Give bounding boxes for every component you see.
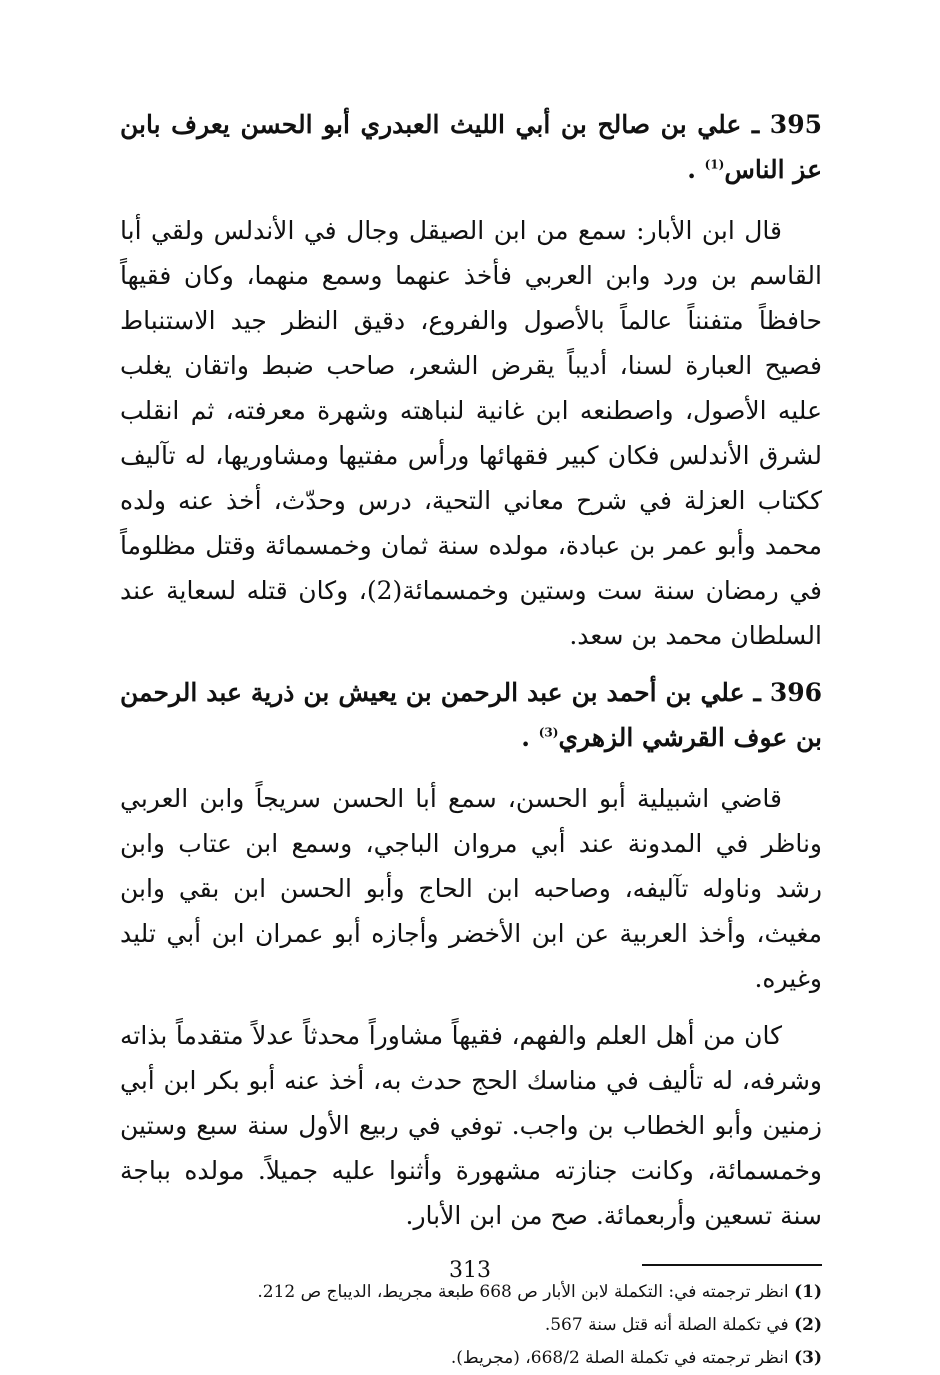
page-number: 313 — [449, 1258, 491, 1283]
footnote-number: (1) — [794, 1282, 822, 1302]
footnotes — [120, 1276, 822, 1375]
footnote-ref: (1) — [704, 157, 725, 172]
footnote-text: انظر ترجمته في: التكملة لابن الأبار ص 668 طبعة مجريط، الديباج ص 212. — [257, 1282, 789, 1302]
footnote — [120, 1309, 822, 1342]
paragraph: قاضي اشبيلية أبو الحسن، سمع أبا الحسن سريجاً وابن العربي وناظر في المدونة عند أبي مروان الباجي، وسمع ابن عتاب وابن رشد وناوله تآليفه، وصاحبه ابن الحاج وأبو الحسن ابن بقي وابن مغيث، وأخذ العربية عن ابن الأخضر وأجازه أبو عمران ابن أبي تليد وغيره. — [120, 784, 822, 993]
footnote — [120, 1342, 822, 1375]
entry-separator: ـ — [744, 678, 761, 707]
entry-number: 396 — [769, 678, 822, 707]
entry-title-text: علي بن صالح بن أبي الليث العبدري أبو الحسن يعرف بابن عز الناس — [120, 110, 822, 184]
entry-title — [120, 102, 822, 192]
footnote-text: انظر ترجمته في تكملة الصلة 668/2، (مجريط). — [450, 1348, 789, 1368]
footnote-ref: (3) — [538, 725, 559, 740]
paragraph: كان من أهل العلم والفهم، فقيهاً مشاوراً محدثاً عدلاً متقدماً بذاته وشرفه، له تأليف في مناسك الحج حدث به، أخذ عنه أبو بكر ابن أبي زمنين وأبو الخطاب بن واجب. توفي في ربيع الأول سنة سبع وستين وخمسمائة، وكانت جنازته مشهورة وأثنوا عليه جميلاً. مولده بباجة سنة تسعين وأربعمائة. صح من ابن الأبار. — [120, 1021, 822, 1230]
entry-title-end: . — [521, 723, 539, 752]
paragraph: قال ابن الأبار: سمع من ابن الصيقل وجال في الأندلس ولقي أبا القاسم بن ورد وابن العربي فأخذ عنهما وسمع منهما، وكان فقيهاً حافظاً متفنناً عالماً بالأصول والفروع، دقيق النظر جيد الاستنباط فصيح العبارة لسنا، أديباً يقرض الشعر، صاحب ضبط واتقان يغلب عليه الأصول، واصطنعه ابن غانية لنباهته وشهرة معرفته، ثم انقلب لشرق الأندلس فكان كبير فقهائها ورأس مفتيها ومشاوريها، له تآليف ككتاب العزلة في شرح معاني التحية، درس وحدّث، أخذ عنه ولده محمد وأبو عمر بن عبادة، مولده سنة ثمان وخمسمائة وقتل مظلوماً في رمضان سنة ست وستين وخمسمائة(2)، وكان قتله لسعاية عند السلطان محمد بن سعد. — [120, 216, 822, 650]
entry-title-end: . — [687, 155, 705, 184]
footnote-number: (2) — [794, 1315, 822, 1335]
entry-number: 395 — [769, 110, 822, 139]
entry-separator: ـ — [741, 110, 760, 139]
entry-title-text: علي بن أحمد بن عبد الرحمن بن يعيش بن ذرية عبد الرحمن بن عوف القرشي الزهري — [120, 678, 822, 752]
footnote-text: في تكملة الصلة أنه قتل سنة 567. — [544, 1315, 789, 1335]
footnote-number: (3) — [794, 1348, 822, 1368]
entry-title — [120, 670, 822, 760]
